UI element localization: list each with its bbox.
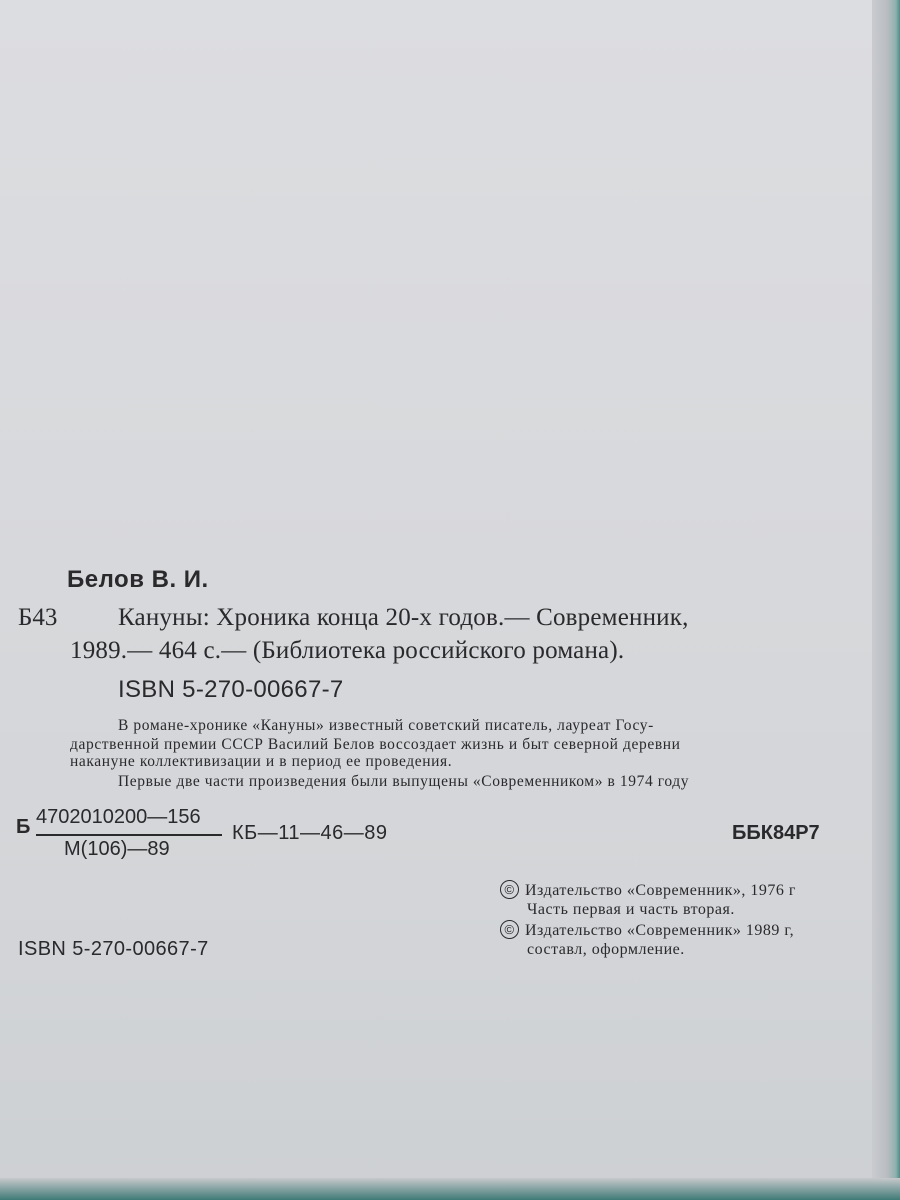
- author-name: Белов В. И.: [67, 566, 209, 593]
- annotation-line-1: В романе-хронике «Кануны» известный советский писатель, лауреат Госу-: [118, 717, 654, 734]
- isbn-bottom: ISBN 5-270-00667-7: [18, 938, 209, 960]
- annotation-line-2: дарственной премии СССР Василий Белов воссоздает жизнь и быт северной деревни: [70, 736, 681, 753]
- catalog-code: Б43: [18, 604, 58, 631]
- book-bottom-edge: [0, 1178, 900, 1200]
- catalog-fraction-numerator: 4702010200—156: [36, 806, 201, 828]
- bibliographic-title-line-2: 1989.— 464 с.— (Библиотека российского романа).: [70, 637, 625, 664]
- copyright-entry-2-line-1: Издательство «Современник» 1989 г,: [525, 922, 795, 939]
- copyright-entry-2: [500, 920, 794, 940]
- copyright-entry-1-line-1: Издательство «Современник», 1976 г: [525, 882, 796, 899]
- copyright-entry-2-line-2: составл, оформление.: [527, 941, 685, 958]
- fraction-divider: [36, 834, 222, 836]
- bbk-code: ББК84Р7: [732, 822, 820, 844]
- copyright-icon: ©: [500, 880, 519, 899]
- isbn-main: ISBN 5-270-00667-7: [118, 676, 344, 703]
- copyright-icon: ©: [500, 920, 519, 939]
- annotation-line-3: накануне коллективизации и в период ее проведения.: [70, 753, 453, 770]
- book-spine-edge: [872, 0, 900, 1200]
- catalog-fraction-letter: Б: [16, 816, 31, 838]
- catalog-fraction-denominator: М(106)—89: [64, 838, 170, 860]
- kb-code: КБ—11—46—89: [232, 822, 388, 844]
- copyright-entry-1-line-2: Часть первая и часть вторая.: [527, 901, 735, 918]
- copyright-entry-1: [500, 880, 796, 900]
- annotation-line-4: Первые две части произведения были выпущены «Современником» в 1974 году: [118, 773, 690, 790]
- bibliographic-title-line-1: Кануны: Хроника конца 20-х годов.— Современник,: [118, 604, 689, 631]
